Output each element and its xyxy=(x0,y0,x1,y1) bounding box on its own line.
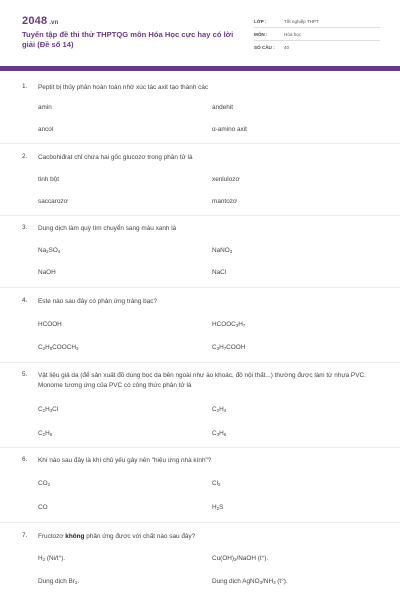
subscript: 7 xyxy=(223,346,227,351)
subscript: 2 xyxy=(42,346,46,351)
meta-value: Tốt nghiệp THPT xyxy=(284,18,319,24)
formula-part: H xyxy=(219,430,224,437)
formula-part: H xyxy=(45,344,50,351)
formula-part: COOCH xyxy=(52,344,76,351)
subscript: 3 xyxy=(235,323,239,328)
option-c[interactable]: ancol xyxy=(38,126,54,133)
subscript: 3 xyxy=(216,432,220,437)
option-c[interactable]: CO xyxy=(38,504,48,511)
question-separator xyxy=(0,447,400,448)
question-separator xyxy=(0,215,400,216)
subscript: 3 xyxy=(49,408,53,413)
subscript: 4 xyxy=(57,249,61,254)
option-c[interactable] xyxy=(38,578,79,585)
meta-value: Hóa học xyxy=(284,31,302,37)
question-text xyxy=(38,532,378,542)
formula-part: C xyxy=(38,344,43,351)
meta-row-count xyxy=(254,41,380,54)
subscript: 3 xyxy=(216,346,220,351)
subscript: 3 xyxy=(259,580,263,585)
option-d[interactable]: mantozơ xyxy=(212,198,238,205)
meta-row-class xyxy=(254,15,380,28)
option-a[interactable]: tinh bột xyxy=(38,176,59,183)
exam-meta xyxy=(254,15,380,54)
logo-text: 2048 xyxy=(22,15,48,27)
option-a[interactable] xyxy=(38,480,50,487)
formula-part: /NaOH (t°). xyxy=(236,555,269,562)
option-b[interactable]: xenlulozơ xyxy=(212,176,240,183)
subscript: 2 xyxy=(234,557,237,562)
question-text-part: Fructozơ xyxy=(38,533,66,540)
header-divider xyxy=(0,66,400,71)
subscript: 5 xyxy=(49,346,53,351)
subscript: 2 xyxy=(216,408,220,413)
question-text: Cacbohiđrat chỉ chứa hai gốc glucozơ trong phân tử là xyxy=(38,154,193,161)
option-d[interactable]: α-amino axit xyxy=(212,126,247,133)
page-header xyxy=(0,0,400,64)
formula-part: C xyxy=(212,430,217,437)
question-number: 3. xyxy=(22,224,28,231)
formula-part: Na xyxy=(38,247,47,254)
question-separator xyxy=(0,362,400,363)
option-d[interactable]: NaCl xyxy=(212,269,227,276)
subscript: 2 xyxy=(46,249,49,254)
option-b[interactable]: andehit xyxy=(212,104,233,111)
formula-part: Dung dịch AgNO xyxy=(212,578,260,585)
question-text: Khí nào sau đây là khí chủ yếu gây nên "hiệu ứng nhà kính"? xyxy=(38,457,212,464)
formula-part: Cl xyxy=(212,480,219,487)
option-a[interactable] xyxy=(38,247,60,254)
subscript: 2 xyxy=(42,432,46,437)
option-d[interactable] xyxy=(212,344,245,351)
formula-part: H xyxy=(212,504,217,511)
formula-part: H xyxy=(219,406,224,413)
formula-part: H xyxy=(219,344,224,351)
question-separator xyxy=(0,143,400,144)
subscript: 2 xyxy=(47,482,51,487)
formula-part: C xyxy=(212,344,217,351)
subscript: 7 xyxy=(242,323,246,328)
option-c[interactable]: saccarozơ xyxy=(38,198,68,205)
meta-label: SỐ CÂU : xyxy=(254,45,275,50)
logo-suffix: .vn xyxy=(49,20,59,26)
option-a[interactable]: amin xyxy=(38,104,52,111)
formula-part: H xyxy=(45,430,50,437)
option-b[interactable] xyxy=(212,480,221,487)
subscript: 2 xyxy=(218,482,221,487)
option-d[interactable] xyxy=(212,578,288,585)
option-a[interactable]: HCOOH xyxy=(38,321,62,328)
formula-part: C xyxy=(38,430,43,437)
question-number: 2. xyxy=(22,153,28,160)
option-c[interactable] xyxy=(38,430,52,437)
option-b[interactable] xyxy=(212,555,268,562)
question-number: 7. xyxy=(22,532,28,539)
meta-label: LỚP : xyxy=(254,18,267,24)
subscript: 2 xyxy=(74,580,78,585)
formula-part: H xyxy=(238,321,243,328)
formula-part: S xyxy=(219,504,224,511)
question-text: Vật liệu giả da (để sản xuất đồ dùng bọc da bên ngoài như áo khoác, đồ nội thất...) thường được làm từ nhựa PVC. Monome tương ứng của PVC có công thức phân tử là xyxy=(38,372,366,389)
meta-label: MÔN : xyxy=(254,31,268,37)
formula-part: (Ni/t°). xyxy=(45,555,66,562)
formula-part: C xyxy=(38,406,43,413)
subscript: 2 xyxy=(42,408,46,413)
question-text: Peptit bị thủy phân hoàn toàn nhờ xúc tác axit tạo thành các xyxy=(38,84,209,91)
formula-part: Cu(OH) xyxy=(212,555,235,562)
subscript: 6 xyxy=(49,432,53,437)
subscript: 4 xyxy=(223,408,227,413)
subscript: 2 xyxy=(216,506,220,511)
question-number: 1. xyxy=(22,83,28,90)
formula-part: CO xyxy=(38,480,48,487)
formula-part: /NH xyxy=(262,578,274,585)
formula-part: Cl xyxy=(52,406,59,413)
subscript: 3 xyxy=(273,580,276,585)
option-b[interactable] xyxy=(212,321,245,328)
option-d[interactable] xyxy=(212,430,226,437)
question-emphasis: không xyxy=(65,533,85,540)
question-text-part: phản ứng được với chất nào sau đây? xyxy=(84,533,196,540)
formula-part: Dung dịch Br xyxy=(38,578,75,585)
formula-part: (t°). xyxy=(275,578,288,585)
question-number: 5. xyxy=(22,371,28,378)
meta-value: 40 xyxy=(284,45,290,50)
question-text: Dung dịch làm quỳ tím chuyển sang màu xanh là xyxy=(38,225,177,232)
formula-part: H xyxy=(38,555,43,562)
question-separator xyxy=(0,522,400,523)
option-c[interactable]: NaOH xyxy=(38,269,56,276)
question-text: Este nào sau đây có phản ứng tráng bạc? xyxy=(38,298,158,305)
site-logo[interactable] xyxy=(22,15,59,27)
formula-part: COOH xyxy=(226,344,246,351)
exam-title: Tuyển tập đề thi thử THPTQG môn Hóa Học cực hay có lời giải (Đề số 14) xyxy=(22,30,234,49)
subscript: 6 xyxy=(223,432,227,437)
option-b[interactable] xyxy=(212,247,232,254)
option-a[interactable] xyxy=(38,406,58,413)
formula-part: H xyxy=(45,406,50,413)
meta-row-subject xyxy=(254,28,380,41)
formula-part: C xyxy=(212,406,217,413)
formula-part: SO xyxy=(48,247,58,254)
subscript: 3 xyxy=(75,346,79,351)
question-number: 6. xyxy=(22,456,28,463)
formula-part: . xyxy=(77,578,80,585)
question-separator xyxy=(0,287,400,288)
option-c[interactable] xyxy=(38,344,78,351)
option-d[interactable] xyxy=(212,504,223,511)
formula-part: HCOOC xyxy=(212,321,236,328)
formula-part: NaNO xyxy=(212,247,230,254)
subscript: 2 xyxy=(42,557,46,562)
option-a[interactable] xyxy=(38,555,65,562)
option-b[interactable] xyxy=(212,406,226,413)
question-number: 4. xyxy=(22,297,28,304)
subscript: 3 xyxy=(229,249,233,254)
